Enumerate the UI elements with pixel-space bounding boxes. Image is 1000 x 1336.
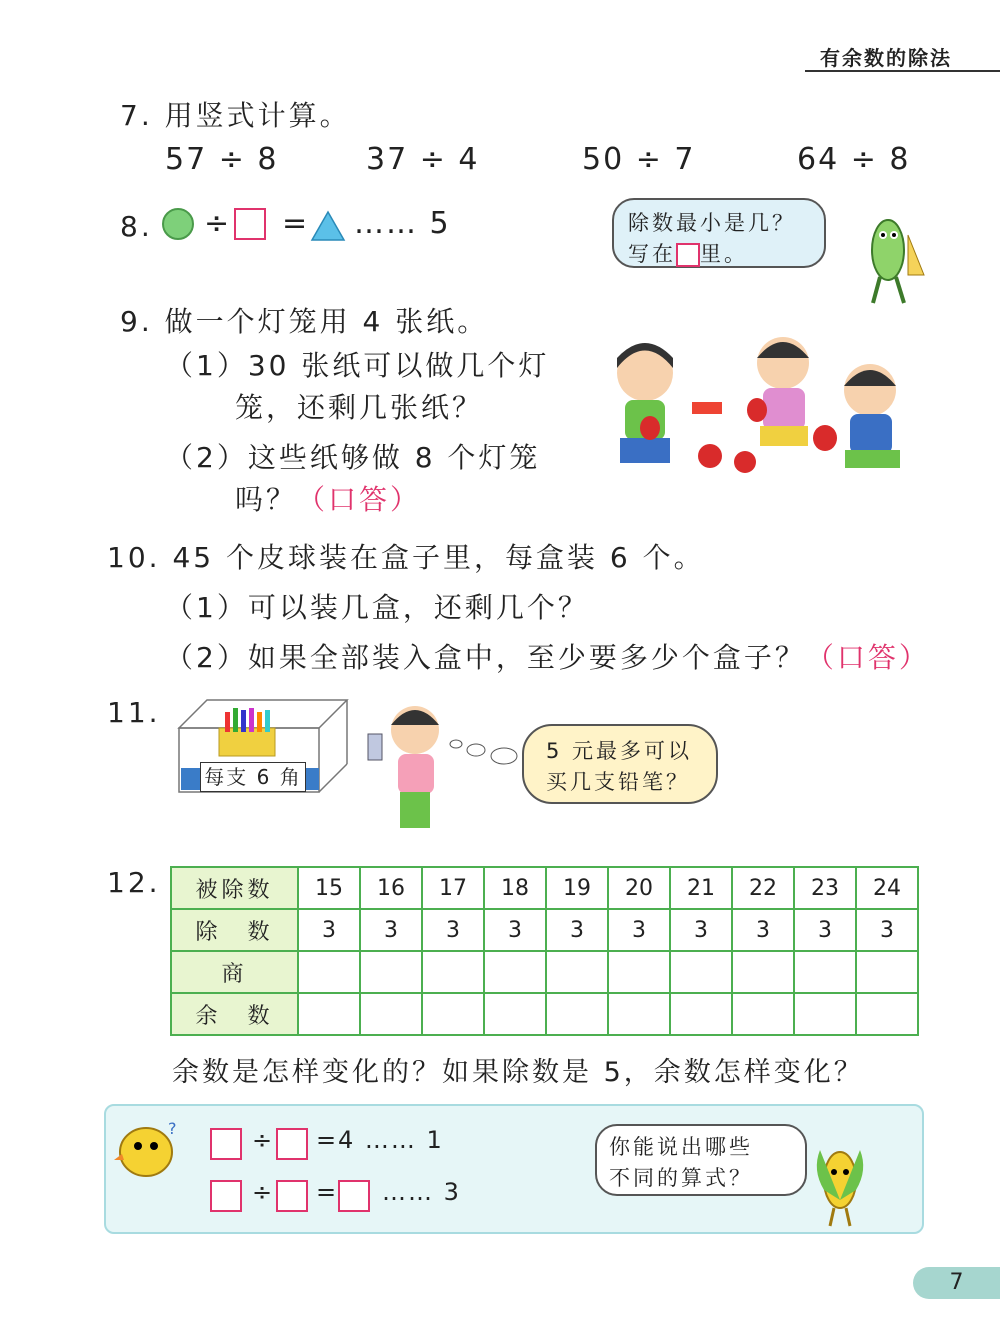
small-box-icon (676, 243, 700, 267)
girl-holding-pencils-illustration (360, 700, 470, 840)
question-9 (120, 300, 488, 340)
bubble-line: 买几支铅笔？ (546, 770, 690, 794)
expr-4: 64 ÷ 8 (797, 142, 911, 177)
answer-box[interactable] (210, 1128, 242, 1160)
question-11-number: 11. (107, 696, 161, 729)
row-label: 商 (171, 951, 298, 993)
expr-1: 57 ÷ 8 (165, 142, 279, 177)
table-cell: 3 (608, 909, 670, 951)
thought-bubble-dots-icon (448, 738, 528, 768)
header-rule (805, 70, 1000, 72)
question-9-part-2a: （2）这些纸够做 8 个灯笼 (165, 441, 541, 474)
table-row (171, 993, 918, 1035)
question-number: 7. (120, 99, 153, 132)
table-cell: 24 (856, 867, 918, 909)
answer-cell[interactable] (856, 993, 918, 1035)
question-number: 10. (107, 541, 161, 574)
table-row (171, 867, 918, 909)
answer-cell[interactable] (670, 993, 732, 1035)
thinking-bird-character-icon (114, 1116, 184, 1180)
equation-line-1 (210, 1128, 490, 1164)
answer-cell[interactable] (546, 993, 608, 1035)
question-10-part-1: （1）可以装几盒，还剩几个？ (165, 591, 589, 624)
table-cell: 3 (422, 909, 484, 951)
row-label: 余 数 (171, 993, 298, 1035)
question-12-followup: 余数是怎样变化的？如果除数是 5，余数怎样变化？ (172, 1057, 864, 1088)
bubble-line: 写在 里。 (628, 242, 748, 266)
question-text: 用竖式计算。 (164, 99, 351, 132)
answer-cell[interactable] (484, 951, 546, 993)
answer-cell[interactable] (794, 993, 856, 1035)
answer-box[interactable] (210, 1180, 242, 1212)
expr-2: 37 ÷ 4 (366, 142, 480, 177)
question-9-part-1b: 笼，还剩几张纸？ (235, 391, 484, 424)
answer-cell[interactable] (360, 993, 422, 1035)
bubble-line: 你能说出哪些 (609, 1135, 753, 1159)
question-8-number: 8. (120, 210, 153, 243)
answer-cell[interactable] (856, 951, 918, 993)
thought-bubble-q11 (522, 724, 718, 804)
answer-box[interactable] (276, 1180, 308, 1212)
table-cell: 21 (670, 867, 732, 909)
children-making-lanterns-illustration (600, 328, 920, 478)
answer-box[interactable] (276, 1128, 308, 1160)
answer-cell[interactable] (670, 951, 732, 993)
question-text: 做一个灯笼用 4 张纸。 (164, 305, 489, 338)
equals-sign: = (316, 1126, 339, 1154)
table-cell: 17 (422, 867, 484, 909)
expr-3: 50 ÷ 7 (582, 142, 696, 177)
corn-character-icon (810, 1140, 870, 1230)
equation-tail: …… 3 (382, 1178, 461, 1206)
bubble-line: 除数最小是几？ (628, 211, 796, 235)
question-7 (120, 94, 351, 134)
table-row (171, 951, 918, 993)
table-cell: 20 (608, 867, 670, 909)
speech-bubble-q8 (612, 198, 826, 268)
table-cell: 3 (546, 909, 608, 951)
table-cell: 3 (670, 909, 732, 951)
bubble-line: 不同的算式？ (609, 1166, 753, 1190)
divide-sign: ÷ (252, 1178, 275, 1206)
divide-sign: ÷ (252, 1126, 275, 1154)
divide-sign: ÷ (204, 206, 232, 241)
triangle-shape (310, 210, 346, 242)
table-cell: 22 (732, 867, 794, 909)
answer-cell[interactable] (422, 993, 484, 1035)
oral-answer-note: （口答） (805, 641, 930, 674)
bubble-line: 5 元最多可以 (546, 739, 693, 763)
question-10-part-2: （2）如果全部装入盒中，至少要多少个盒子？（口答） (165, 641, 930, 674)
question-number: 9. (120, 305, 153, 338)
svg-text:?: ? (168, 1119, 177, 1138)
page-header-title: 有余数的除法 (820, 46, 952, 70)
question-text: 45 个皮球装在盒子里，每盒装 6 个。 (172, 541, 705, 574)
table-row (171, 909, 918, 951)
oral-answer-note: （口答） (297, 483, 422, 516)
answer-cell[interactable] (298, 951, 360, 993)
green-bean-character-icon (848, 205, 928, 310)
table-cell: 3 (298, 909, 360, 951)
answer-cell[interactable] (360, 951, 422, 993)
question-9-part-1a: （1）30 张纸可以做几个灯 (165, 349, 550, 382)
answer-cell[interactable] (484, 993, 546, 1035)
table-cell: 3 (856, 909, 918, 951)
answer-cell[interactable] (608, 951, 670, 993)
table-cell: 3 (794, 909, 856, 951)
question-12-number: 12. (107, 866, 161, 899)
question-8-equation (162, 206, 562, 246)
table-cell: 18 (484, 867, 546, 909)
table-cell: 23 (794, 867, 856, 909)
equals-sign: = (316, 1178, 339, 1206)
remainder-text: …… 5 (354, 206, 451, 241)
table-cell: 16 (360, 867, 422, 909)
question-9-part-2b: 吗？（口答） (235, 483, 422, 516)
answer-cell[interactable] (732, 951, 794, 993)
answer-cell[interactable] (546, 951, 608, 993)
page-number: 7 (913, 1267, 1000, 1299)
row-label: 除 数 (171, 909, 298, 951)
speech-bubble-extra (595, 1124, 807, 1196)
circle-shape (162, 208, 194, 240)
table-cell: 3 (732, 909, 794, 951)
table-cell: 3 (360, 909, 422, 951)
table-cell: 15 (298, 867, 360, 909)
table-cell: 19 (546, 867, 608, 909)
price-label: 每支 6 角 (200, 762, 306, 792)
answer-cell[interactable] (732, 993, 794, 1035)
division-table (170, 866, 919, 1036)
row-label: 被除数 (171, 867, 298, 909)
answer-cell[interactable] (608, 993, 670, 1035)
answer-box[interactable] (338, 1180, 370, 1212)
answer-box[interactable] (234, 208, 266, 240)
table-cell: 3 (484, 909, 546, 951)
equation-line-2 (210, 1180, 490, 1216)
equals-sign: = (282, 206, 310, 241)
answer-cell[interactable] (422, 951, 484, 993)
question-10 (107, 536, 705, 576)
equation-tail: 4 …… 1 (338, 1126, 444, 1154)
answer-cell[interactable] (794, 951, 856, 993)
answer-cell[interactable] (298, 993, 360, 1035)
